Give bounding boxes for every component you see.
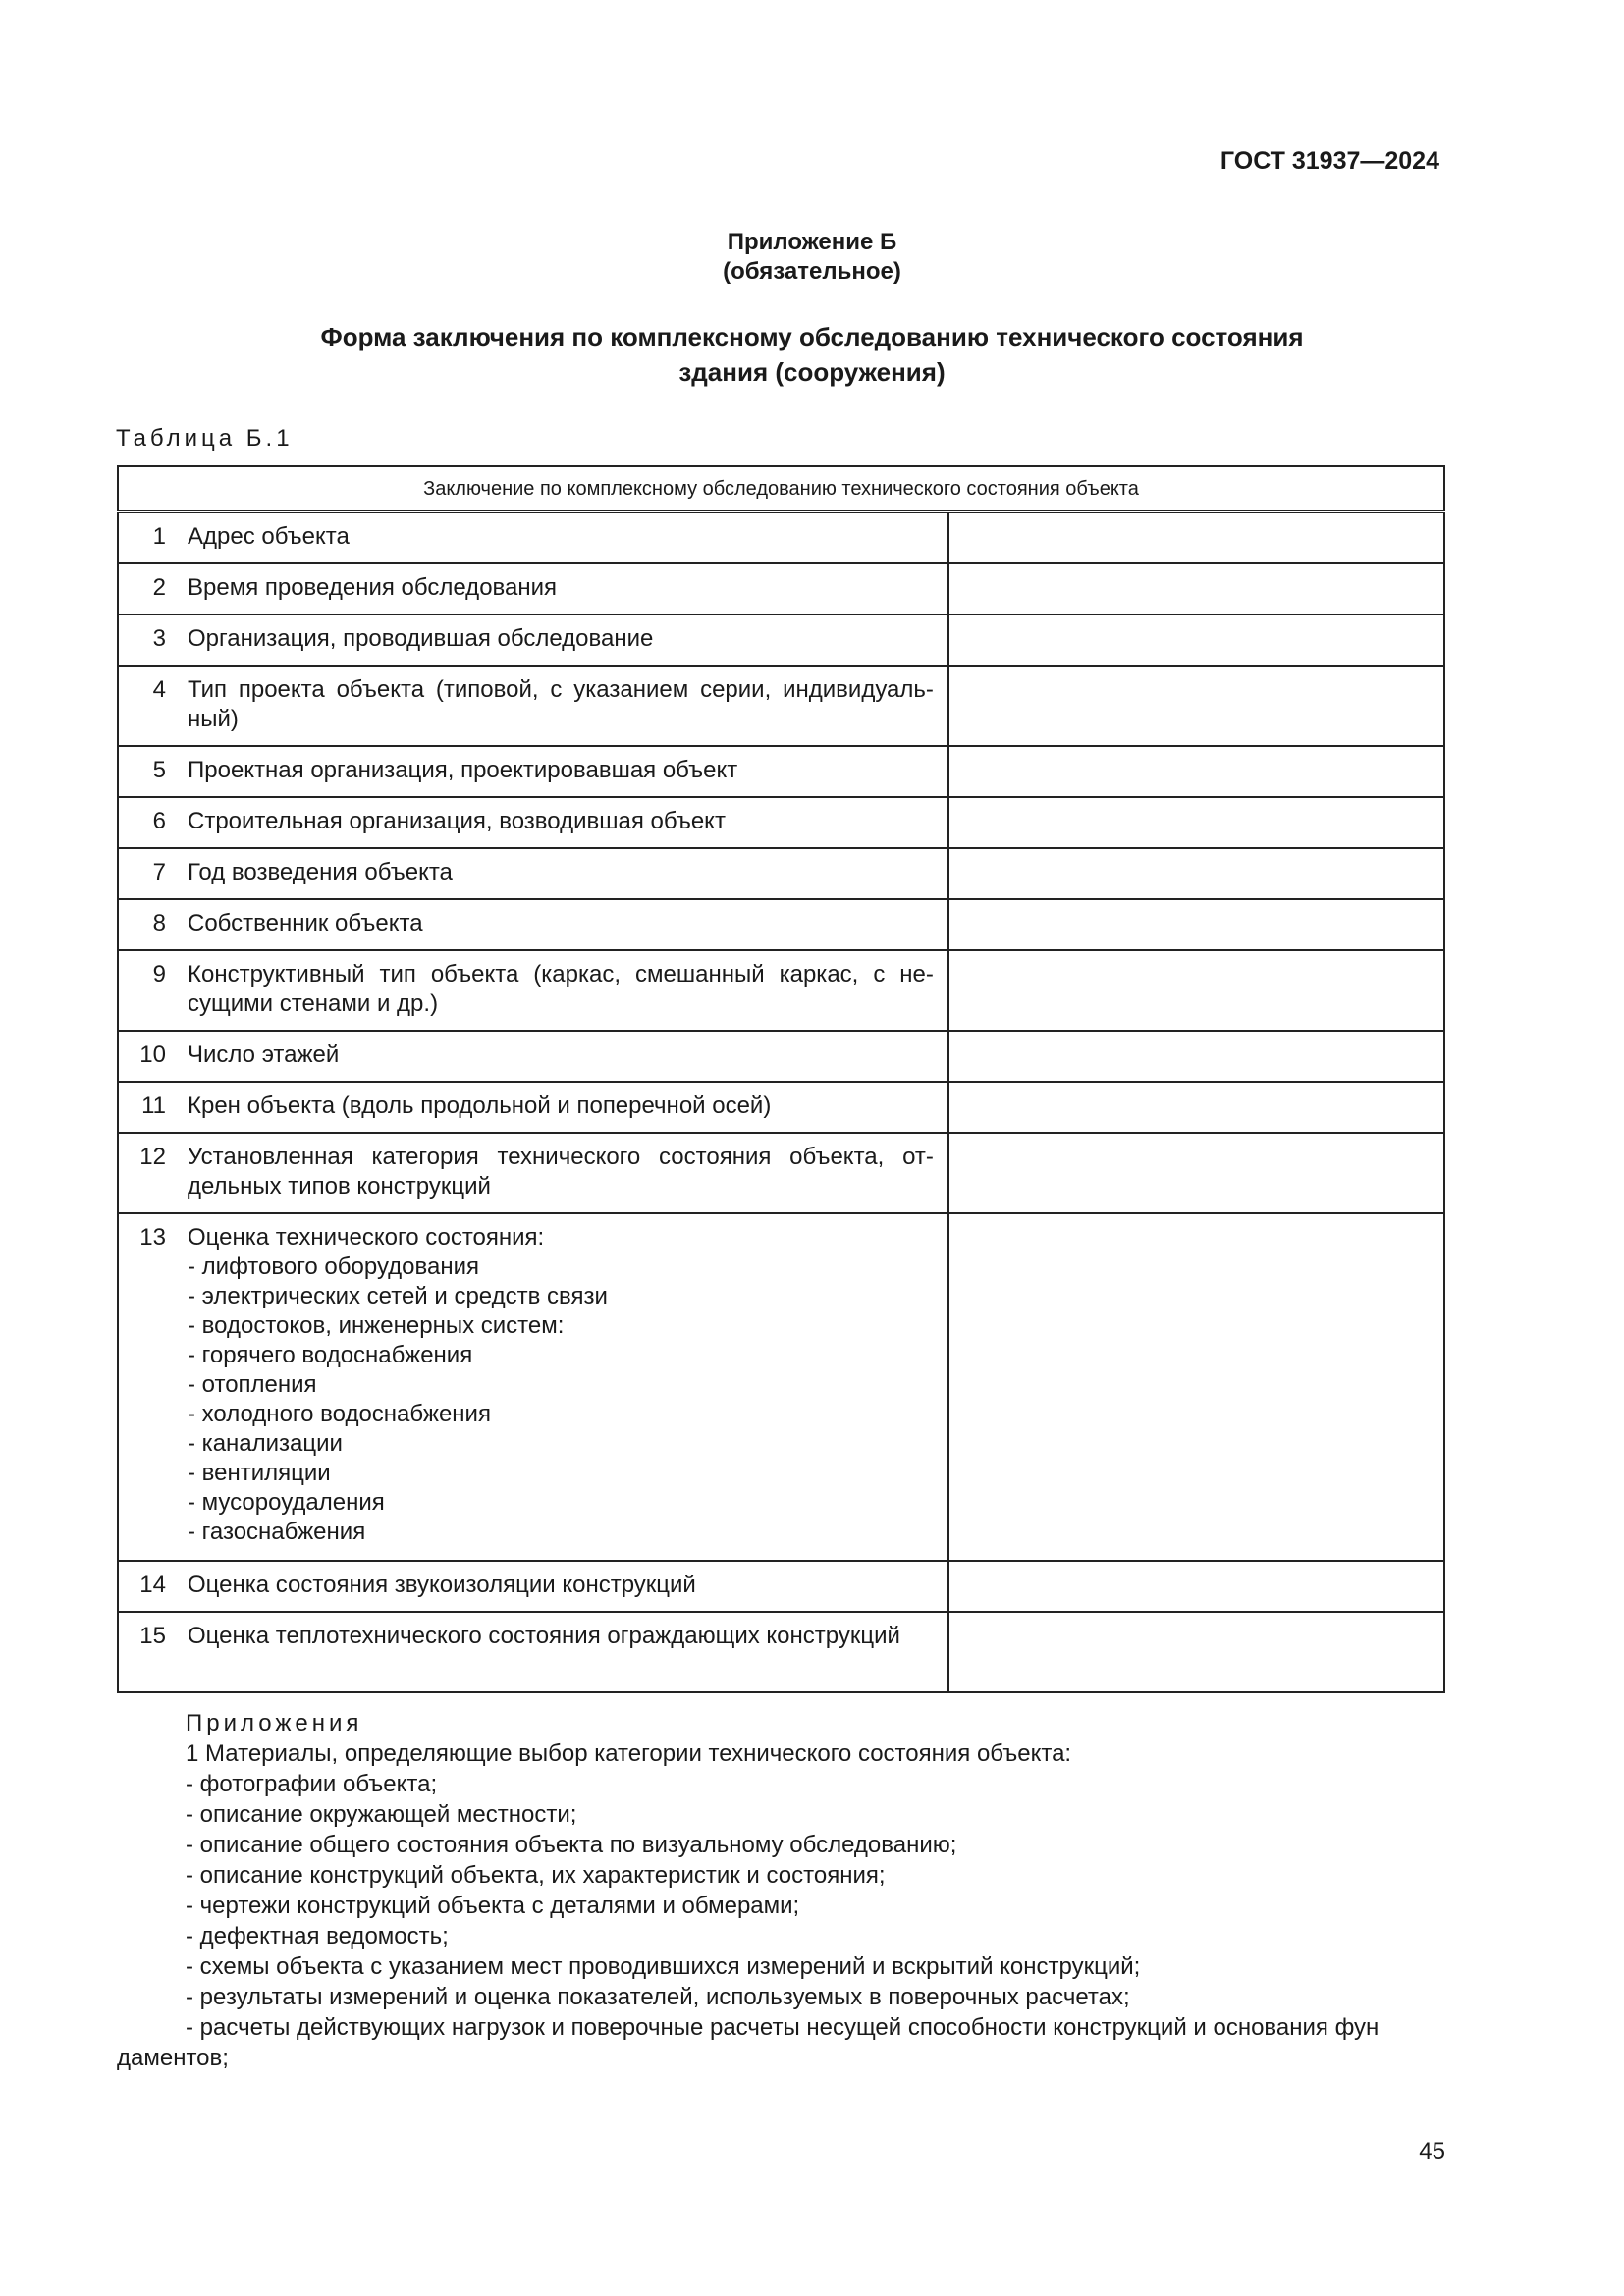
table-row bbox=[118, 666, 1444, 746]
row-text-main: Число этажей bbox=[188, 1041, 340, 1068]
notes-item: - описание конструкций объекта, их характеристик и состояния; bbox=[186, 1862, 886, 1889]
row-text-main: Адрес объекта bbox=[188, 523, 350, 550]
row-value-cell[interactable] bbox=[948, 1031, 1444, 1082]
table-row bbox=[118, 1082, 1444, 1133]
row-text bbox=[188, 573, 934, 603]
row-number: 6 bbox=[152, 808, 166, 834]
row-text bbox=[188, 1041, 934, 1070]
row-text bbox=[188, 756, 934, 785]
row-number: 7 bbox=[152, 859, 166, 885]
annex-heading-line2: здания (сооружения) bbox=[678, 357, 946, 387]
row-text-main: Установленная категория технического состояния объекта, отдельных типов конструкций bbox=[188, 1144, 934, 1200]
row-number: 1 bbox=[152, 523, 166, 550]
row-text-main: Крен объекта (вдоль продольной и поперечной осей) bbox=[188, 1093, 772, 1119]
row-value-cell[interactable] bbox=[948, 746, 1444, 797]
row-text bbox=[188, 624, 934, 654]
notes-item: - описание окружающей местности; bbox=[186, 1801, 577, 1828]
row-subitem: - холодного водоснабжения bbox=[188, 1401, 491, 1427]
row-number: 5 bbox=[152, 757, 166, 783]
notes-item: - схемы объекта с указанием мест проводившихся измерений и вскрытий конструкций; bbox=[186, 1953, 1141, 1980]
row-text bbox=[188, 1622, 934, 1651]
table-header-row bbox=[118, 466, 1444, 512]
table-row bbox=[118, 1612, 1444, 1692]
table-row bbox=[118, 848, 1444, 899]
row-value-cell[interactable] bbox=[948, 950, 1444, 1031]
table-row bbox=[118, 899, 1444, 950]
row-subitem: - газоснабжения bbox=[188, 1519, 366, 1545]
notes-item-last-continuation: даментов; bbox=[117, 2045, 229, 2071]
table-row bbox=[118, 614, 1444, 666]
row-value-cell[interactable] bbox=[948, 797, 1444, 848]
row-label-cell bbox=[118, 848, 948, 899]
row-text bbox=[188, 960, 934, 1019]
row-number: 14 bbox=[139, 1572, 166, 1598]
row-text-main: Оценка состояния звукоизоляции конструкций bbox=[188, 1572, 696, 1598]
row-label-cell bbox=[118, 1561, 948, 1612]
row-number: 4 bbox=[152, 676, 166, 703]
notes-item: - результаты измерений и оценка показателей, используемых в поверочных расчетах; bbox=[186, 1984, 1130, 2010]
notes-caption: Приложения bbox=[186, 1710, 363, 1736]
row-number: 3 bbox=[152, 625, 166, 652]
table-row bbox=[118, 746, 1444, 797]
row-label-cell bbox=[118, 512, 948, 564]
row-number: 15 bbox=[139, 1623, 166, 1649]
row-label-cell bbox=[118, 614, 948, 666]
row-text-main: Собственник объекта bbox=[188, 910, 423, 936]
table-label: Таблица Б.1 bbox=[116, 425, 294, 452]
row-value-cell[interactable] bbox=[948, 1082, 1444, 1133]
row-label-cell bbox=[118, 950, 948, 1031]
table-row bbox=[118, 797, 1444, 848]
row-text bbox=[188, 1143, 934, 1201]
row-value-cell[interactable] bbox=[948, 899, 1444, 950]
row-text bbox=[188, 522, 934, 552]
row-label-cell bbox=[118, 746, 948, 797]
row-label-cell bbox=[118, 666, 948, 746]
table-row bbox=[118, 950, 1444, 1031]
annex-status: (обязательное) bbox=[723, 258, 901, 285]
annex-notes bbox=[117, 1708, 1446, 2073]
annex-title: Приложение Б bbox=[727, 229, 897, 255]
row-text bbox=[188, 1571, 934, 1600]
row-number: 2 bbox=[152, 574, 166, 601]
notes-item: - дефектная ведомость; bbox=[186, 1923, 449, 1949]
row-subitem: - электрических сетей и средств связи bbox=[188, 1283, 608, 1309]
row-value-cell[interactable] bbox=[948, 614, 1444, 666]
row-label-cell bbox=[118, 1031, 948, 1082]
notes-intro: 1 Материалы, определяющие выбор категории технического состояния объекта: bbox=[186, 1740, 1072, 1767]
row-value-cell[interactable] bbox=[948, 512, 1444, 564]
row-subitem: - канализации bbox=[188, 1430, 343, 1457]
annex-heading bbox=[0, 319, 1624, 390]
row-number: 11 bbox=[141, 1093, 166, 1119]
row-subitem: - лифтового оборудования bbox=[188, 1254, 479, 1280]
row-text bbox=[188, 909, 934, 938]
row-label-cell bbox=[118, 1213, 948, 1561]
row-number: 13 bbox=[139, 1224, 166, 1251]
table-row bbox=[118, 1133, 1444, 1213]
conclusion-table bbox=[117, 465, 1445, 1693]
row-text-main: Время проведения обследования bbox=[188, 574, 558, 601]
row-value-cell[interactable] bbox=[948, 848, 1444, 899]
row-text-main: Проектная организация, проектировавшая объект bbox=[188, 757, 738, 783]
row-text-main: Год возведения объекта bbox=[188, 859, 453, 885]
row-number: 9 bbox=[152, 961, 166, 988]
row-value-cell[interactable] bbox=[948, 1612, 1444, 1692]
table-row bbox=[118, 1031, 1444, 1082]
row-subitem: - водостоков, инженерных систем: bbox=[188, 1312, 565, 1339]
annex-heading-line1: Форма заключения по комплексному обследованию технического состояния bbox=[320, 322, 1304, 351]
row-text-main: Конструктивный тип объекта (каркас, смешанный каркас, с несущими стенами и др.) bbox=[188, 961, 934, 1017]
row-subitem: - отопления bbox=[188, 1371, 317, 1398]
row-text bbox=[188, 1223, 934, 1547]
notes-item: - чертежи конструкций объекта с деталями и обмерами; bbox=[186, 1893, 800, 1919]
row-text-main: Оценка теплотехнического состояния ограждающих конструкций bbox=[188, 1623, 900, 1649]
row-value-cell[interactable] bbox=[948, 1561, 1444, 1612]
row-text bbox=[188, 858, 934, 887]
row-subitem: - мусороудаления bbox=[188, 1489, 385, 1516]
notes-item-last: - расчеты действующих нагрузок и поверочные расчеты несущей способности конструкций и основания фун bbox=[186, 2014, 1380, 2041]
row-label-cell bbox=[118, 797, 948, 848]
page-number: 45 bbox=[1419, 2138, 1445, 2164]
table-row bbox=[118, 1213, 1444, 1561]
notes-item: - фотографии объекта; bbox=[186, 1771, 438, 1797]
row-value-cell[interactable] bbox=[948, 1213, 1444, 1561]
row-text bbox=[188, 807, 934, 836]
row-number: 10 bbox=[139, 1041, 166, 1068]
row-label-cell bbox=[118, 1082, 948, 1133]
table-header: Заключение по комплексному обследованию технического состояния объекта bbox=[118, 466, 1444, 512]
standard-id: ГОСТ 31937—2024 bbox=[1219, 147, 1439, 175]
row-label-cell bbox=[118, 1133, 948, 1213]
row-text bbox=[188, 675, 934, 734]
row-text-main: Строительная организация, возводившая объект bbox=[188, 808, 726, 834]
row-text bbox=[188, 1092, 934, 1121]
row-label-cell bbox=[118, 1612, 948, 1692]
row-number: 8 bbox=[152, 910, 166, 936]
row-value-cell[interactable] bbox=[948, 563, 1444, 614]
table-row bbox=[118, 563, 1444, 614]
notes-list bbox=[117, 1769, 1446, 2012]
row-text-main: Организация, проводившая обследование bbox=[188, 625, 654, 652]
table-row bbox=[118, 512, 1444, 564]
notes-item: - описание общего состояния объекта по визуальному обследованию; bbox=[186, 1832, 957, 1858]
row-subitem: - горячего водоснабжения bbox=[188, 1342, 473, 1368]
row-text-main: Тип проекта объекта (типовой, с указанием серии, индивидуальный) bbox=[188, 676, 934, 732]
table-row bbox=[118, 1561, 1444, 1612]
row-text-main: Оценка технического состояния: bbox=[188, 1224, 545, 1251]
row-value-cell[interactable] bbox=[948, 666, 1444, 746]
row-subitem: - вентиляции bbox=[188, 1460, 331, 1486]
row-label-cell bbox=[118, 899, 948, 950]
row-label-cell bbox=[118, 563, 948, 614]
row-number: 12 bbox=[139, 1144, 166, 1170]
row-value-cell[interactable] bbox=[948, 1133, 1444, 1213]
